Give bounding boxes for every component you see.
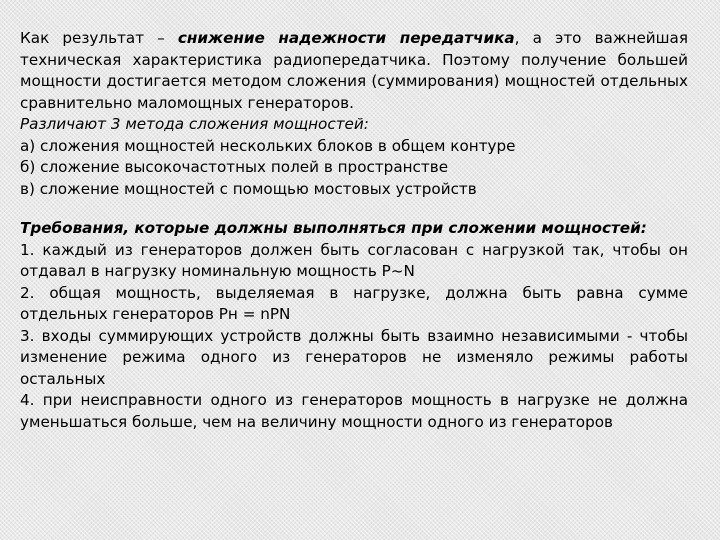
intro-text-end: , а это важнейшая техническая характеристика радиопередатчика. Поэтому получение большей мощности достигается методом сложения (суммирования) мощностей отдельных сравнительно маломощных генераторов.: [20, 29, 688, 112]
section-gap: [20, 200, 688, 218]
intro-emphasis: снижение надежности передатчика: [177, 29, 515, 47]
methods-heading: Различают 3 метода сложения мощностей:: [20, 115, 369, 133]
requirement-item-4: 4. при неисправности одного из генераторов мощность в нагрузке не должна уменьшаться больше, чем на величину мощности одного из генераторов: [20, 391, 688, 431]
requirement-item-1: 1. каждый из генераторов должен быть согласован с нагрузкой так, чтобы он отдавал в нагрузку номинальную мощность P~N: [20, 240, 688, 280]
method-item-b: б) сложение высокочастотных полей в пространстве: [20, 158, 449, 176]
intro-text-start: Как результат –: [20, 29, 178, 47]
method-item-a: а) сложения мощностей нескольких блоков в общем контуре: [20, 136, 516, 155]
intro-paragraph: [20, 28, 688, 114]
slide-content: [20, 28, 688, 433]
method-item-c: в) сложение мощностей с помощью мостовых устройств: [20, 179, 477, 198]
requirements-heading: Требования, которые должны выполняться при сложении мощностей:: [20, 219, 647, 237]
requirement-item-3: 3. входы суммирующих устройств должны быть взаимно независимыми - чтобы изменение режима одного из генераторов не изменяло режимы работы остальных: [20, 326, 688, 388]
requirement-item-2: 2. общая мощность, выделяемая в нагрузке, должна быть равна сумме отдельных генераторов Pн = nPN: [20, 283, 688, 323]
